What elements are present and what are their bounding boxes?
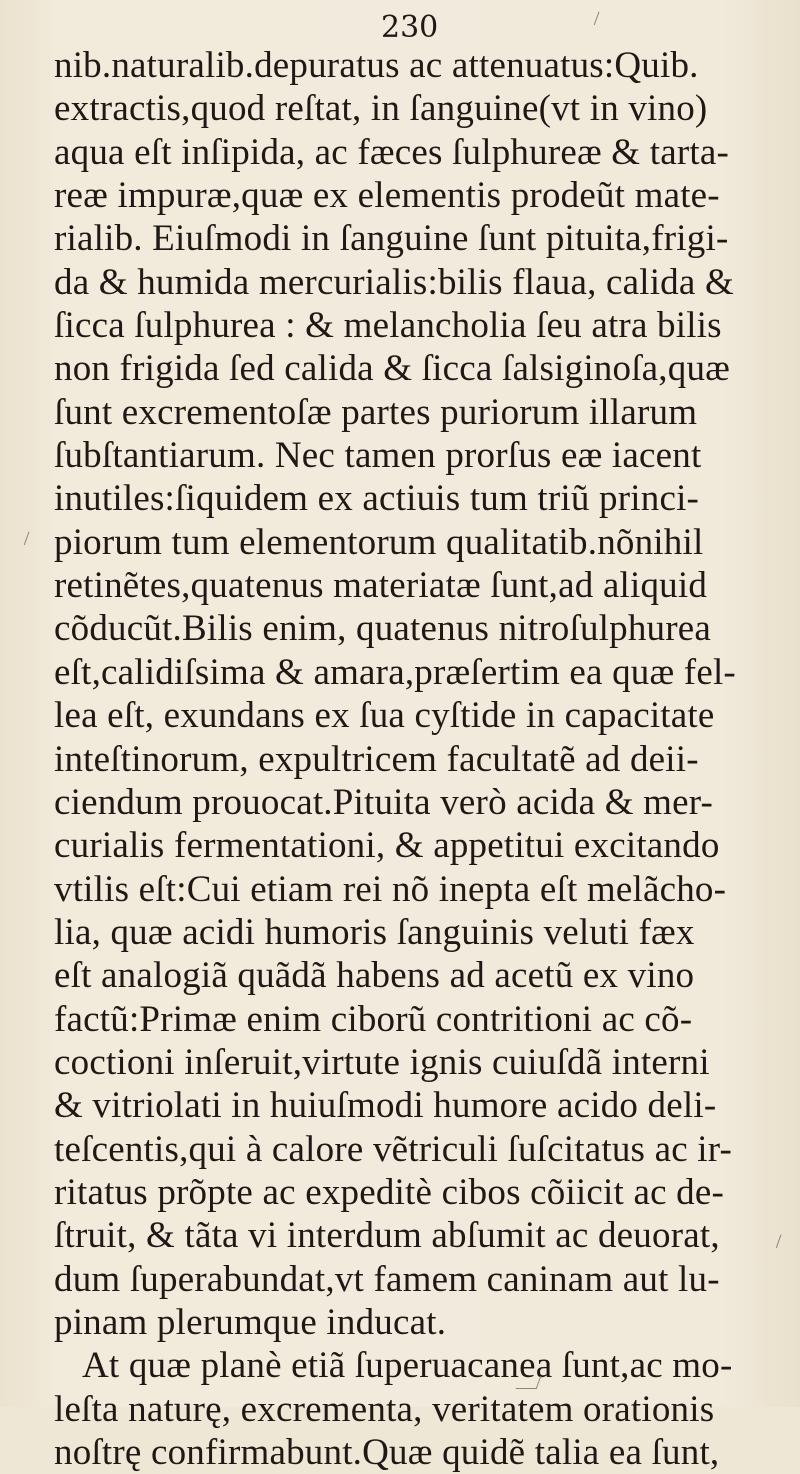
text-line: non frigida ſed calida & ſicca ſalsiginoſa,quæ [54,348,731,390]
text-line: da & humida mercurialis:bilis flaua, calida & [54,261,734,303]
text-line: leſta naturę, excrementa, veritatem orationis [54,1388,715,1430]
text-line: dum ſuperabundat,vt famem caninam aut lu- [54,1258,720,1300]
text-line: ritatus prõpte ac expeditè cibos cõiicit ac de- [54,1171,724,1213]
text-line: inteſtinorum, expultricem facultatẽ ad deii- [54,738,699,780]
text-line: ſunt excrementoſæ partes puriorum illarum [54,391,698,433]
text-line: lea eſt, exundans ex ſua cyſtide in capacitate [54,695,715,737]
body-text [54,44,774,1474]
text-line: ſtruit, & tãta vi interdum abſumit ac deuorat, [54,1215,720,1257]
text-line: curialis fermentationi, & appetitui excitando [54,825,720,867]
margin-mark [594,12,603,27]
text-line: coctioni inſeruit,virtute ignis cuiuſdã interni [54,1041,710,1083]
text-line: factũ:Primæ enim ciborũ contritioni ac cõ- [54,998,693,1040]
text-line: ciendum prouocat.Pituita verò acida & mer- [54,781,714,823]
text-line: reæ impuræ,quæ ex elementis prodeũt mate- [54,175,720,217]
text-line: noſtrę confirmabunt.Quæ quidẽ talia ea ſunt, [54,1432,720,1473]
text-line: ſicca ſulphurea : & melancholia ſeu atra bilis [54,305,722,347]
text-line: & vitriolati in huiuſmodi humore acido deli- [54,1085,717,1127]
text-line: cõducũt.Bilis enim, quatenus nitroſulphurea [54,608,712,650]
text-line: lia, quæ acidi humoris ſanguinis veluti fæx [54,911,695,953]
text-line: aqua eſt inſipida, ac fæces ſulphureæ & tarta- [54,131,729,173]
text-line: retinẽtes,quatenus materiatæ ſunt,ad aliquid [54,565,708,607]
text-line: inutiles:ſiquidem ex actiuis tum triũ princi- [54,478,700,520]
text-line: teſcentis,qui à calore vẽtriculi ſuſcitatus ac ir- [54,1128,733,1170]
text-line: eſt,calidiſsima & amara,præſertim ea quæ fel- [54,651,736,693]
text-line: eſt analogiã quãdã habens ad acetũ ex vino [54,955,695,997]
page-number: 230 [381,10,439,45]
text-line: rialib. Eiuſmodi in ſanguine ſunt pituita,frigi- [54,218,729,260]
text-line: piorum tum elementorum qualitatib.nõnihil [54,521,704,563]
text-line: ſubſtantiarum. Nec tamen prorſus eæ iacent [54,435,702,477]
margin-mark [776,1235,785,1250]
margin-mark [24,532,33,547]
paragraph-start-line: At quæ planè etiã ſuperuacanea ſunt,ac mo- [82,1345,733,1387]
text-line: pinam plerumque inducat. [54,1301,447,1343]
text-line: vtilis eſt:Cui etiam rei nõ inepta eſt melãcho- [54,868,727,910]
text-line: extractis,quod reſtat, in ſanguine(vt in vino) [54,88,708,130]
text-line: nib.naturalib.depuratus ac attenuatus:Quib. [54,45,699,86]
